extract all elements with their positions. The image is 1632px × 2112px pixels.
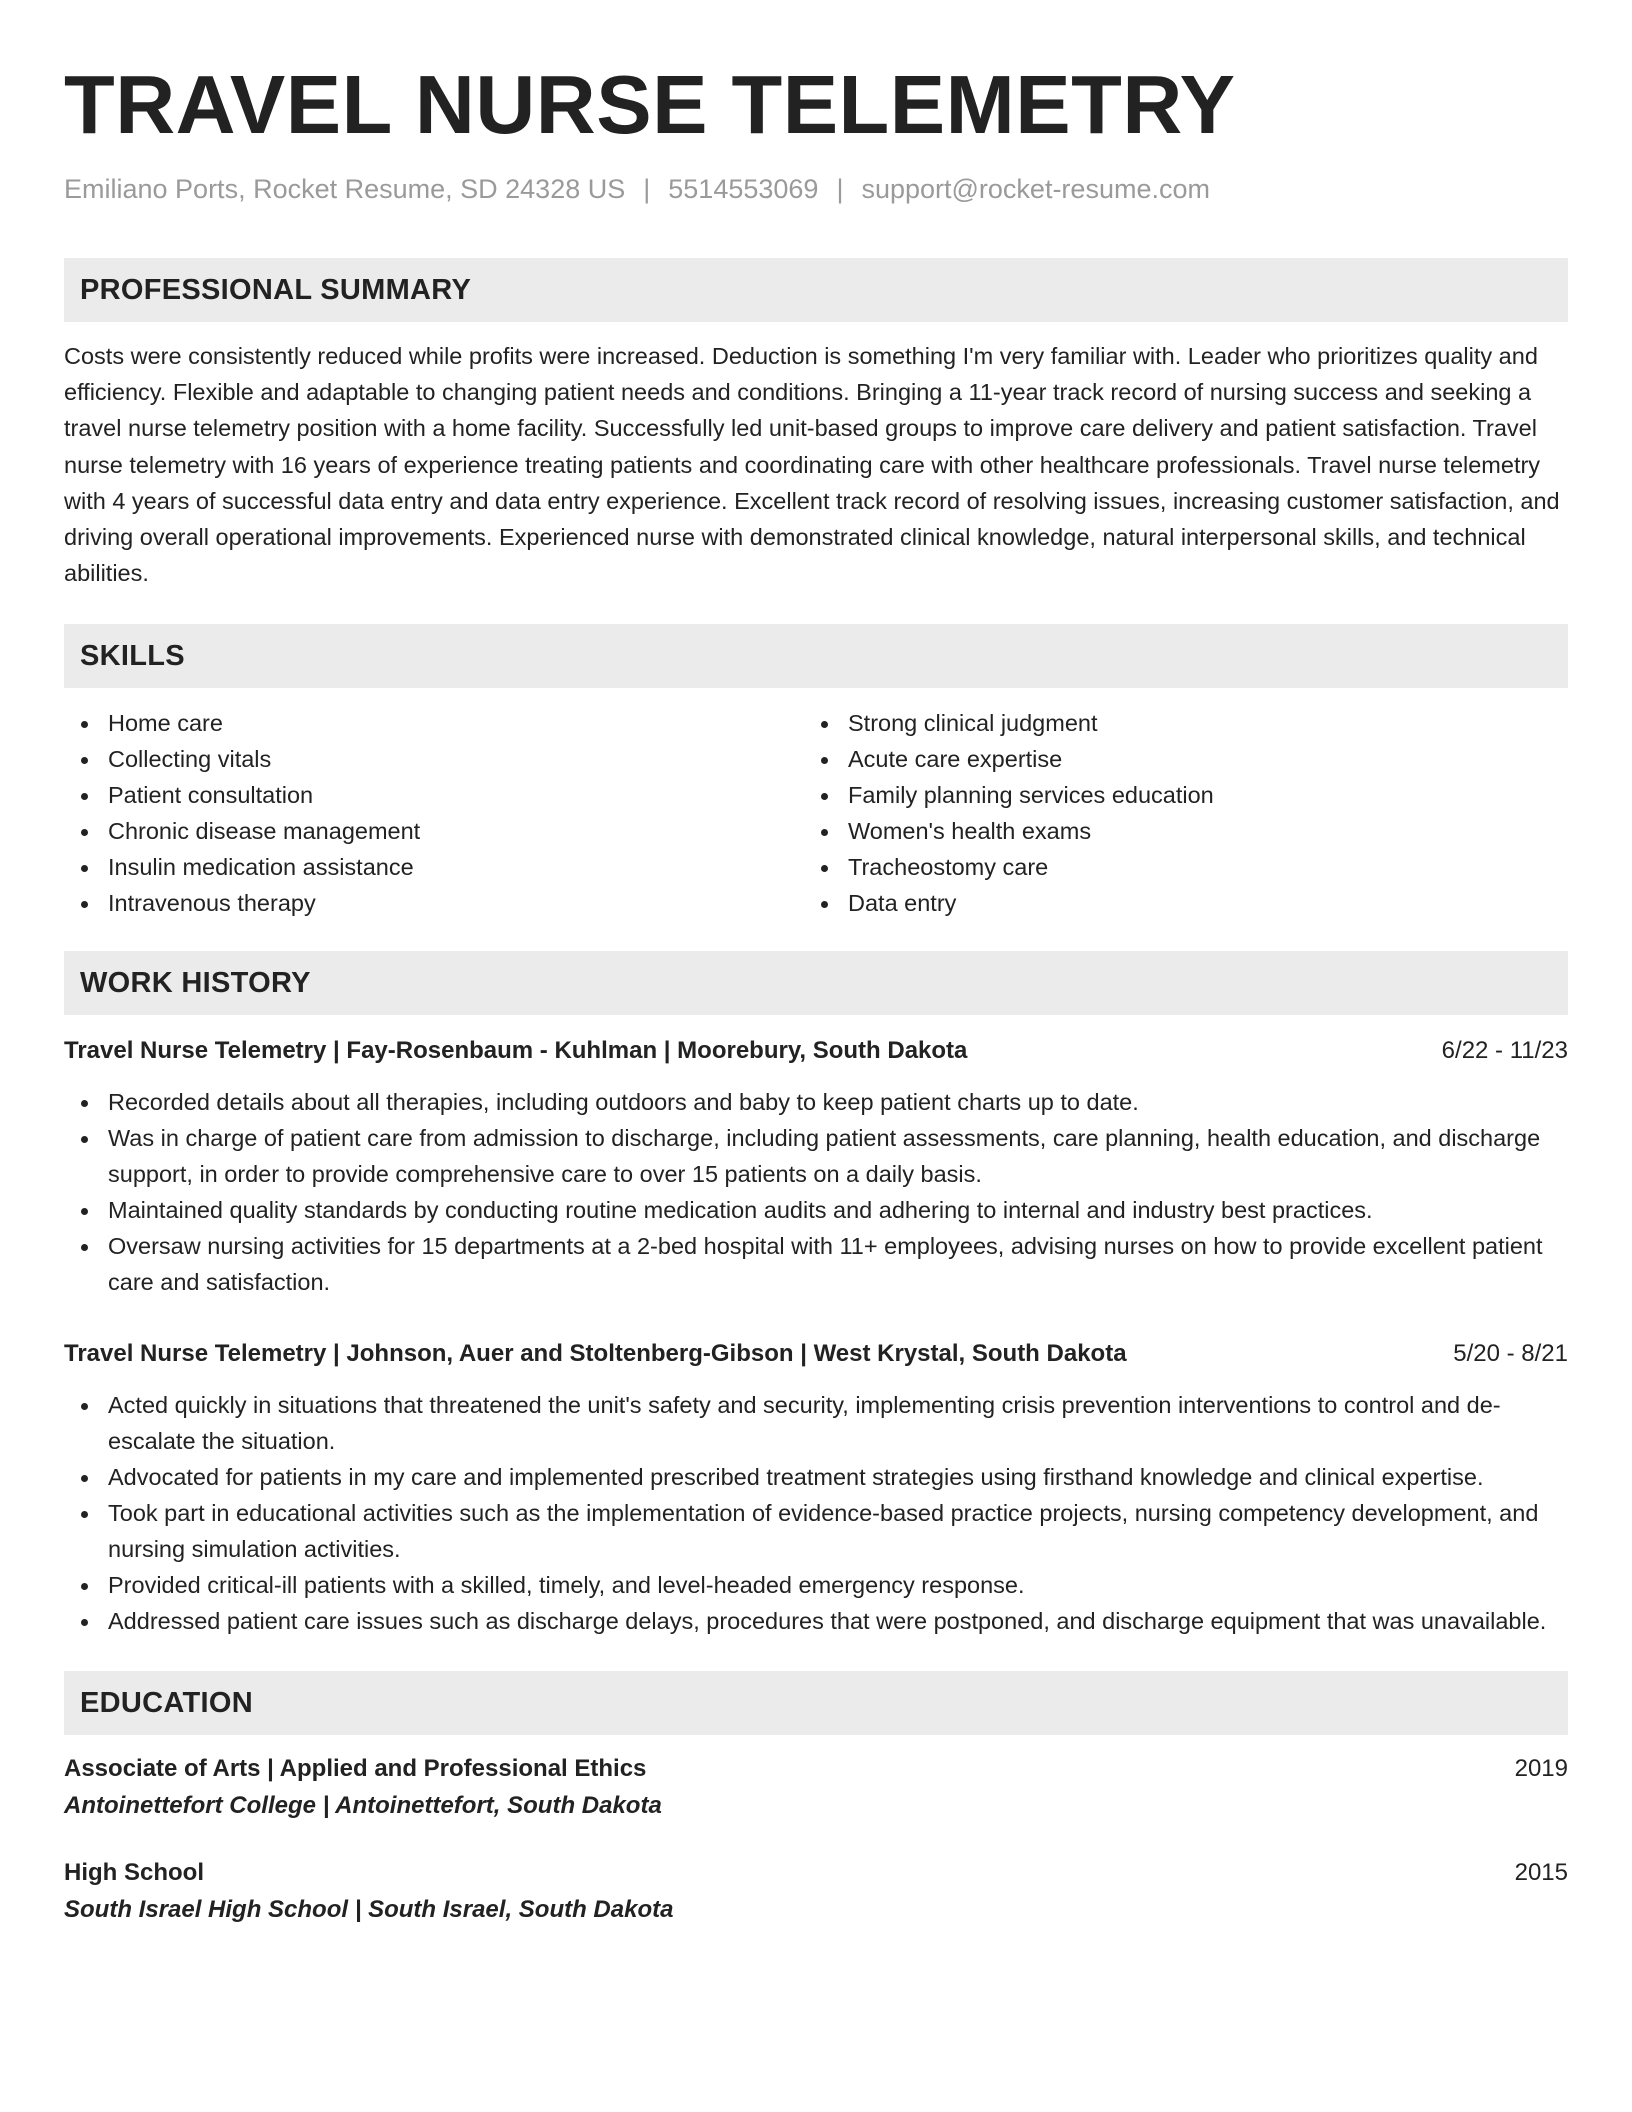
school-name: South Israel High School | South Israel, South Dakota (64, 1896, 674, 1924)
job-header (64, 1337, 1568, 1371)
skills-list (64, 705, 1568, 921)
job-title: Travel Nurse Telemetry | Johnson, Auer and Stoltenberg-Gibson | West Krystal, South Dakota (64, 1340, 1127, 1368)
degree: High School (64, 1859, 204, 1887)
skill-item: Chronic disease management (64, 813, 804, 849)
contact-phone: 5514553069 (668, 174, 819, 204)
job-entry (64, 1337, 1568, 1639)
job-bullet: Took part in educational activities such as the implementation of evidence-based practice projects, nursing competency development, and nursing simulation activities. (64, 1495, 1568, 1567)
job-bullet: Was in charge of patient care from admission to discharge, including patient assessments, care planning, health education, and discharge support, in order to provide comprehensive care to over 15 patients on a daily basis. (64, 1120, 1568, 1192)
skill-item: Collecting vitals (64, 741, 804, 777)
graduation-year: 2015 (1514, 1859, 1568, 1887)
contact-separator: | (643, 174, 651, 204)
job-bullets (64, 1387, 1568, 1639)
contact-line (64, 171, 1568, 207)
education-header (64, 1752, 1568, 1786)
graduation-year: 2019 (1514, 1755, 1568, 1783)
job-dates: 6/22 - 11/23 (1441, 1037, 1568, 1065)
job-entry (64, 1034, 1568, 1300)
job-bullet: Provided critical-ill patients with a skilled, timely, and level-headed emergency response. (64, 1567, 1568, 1603)
job-header (64, 1034, 1568, 1068)
summary-text: Costs were consistently reduced while profits were increased. Deduction is something I'm very familiar with. Leader who prioritizes quality and efficiency. Flexible and adaptable to changing patient needs and conditions. Bringing a 11-year track record of nursing success and seeking a travel nurse telemetry position with a home facility. Successfully led unit-based groups to improve care delivery and patient satisfaction. Travel nurse telemetry with 16 years of experience treating patients and coordinating care with other healthcare professionals. Travel nurse telemetry with 4 years of successful data entry and data entry experience. Excellent track record of resolving issues, increasing customer satisfaction, and driving overall operational improvements. Experienced nurse with demonstrated clinical knowledge, natural interpersonal skills, and technical abilities. (64, 343, 1560, 587)
job-dates: 5/20 - 8/21 (1453, 1340, 1568, 1368)
education-entry (64, 1752, 1568, 1826)
skill-item: Strong clinical judgment (804, 705, 1544, 741)
education-entry (64, 1856, 1568, 1930)
skill-item: Data entry (804, 885, 1544, 921)
job-bullet: Maintained quality standards by conducting routine medication audits and adhering to internal and industry best practices. (64, 1192, 1568, 1228)
skill-item: Women's health exams (804, 813, 1544, 849)
contact-email: support@rocket-resume.com (861, 174, 1210, 204)
skill-item: Home care (64, 705, 804, 741)
skills-column-left (64, 705, 804, 921)
contact-separator: | (836, 174, 844, 204)
job-bullets (64, 1084, 1568, 1300)
job-title: Travel Nurse Telemetry | Fay-Rosenbaum - Kuhlman | Moorebury, South Dakota (64, 1037, 968, 1065)
skill-item: Intravenous therapy (64, 885, 804, 921)
school-name: Antoinettefort College | Antoinettefort, South Dakota (64, 1792, 662, 1820)
education-heading: EDUCATION (64, 1671, 1568, 1735)
skill-item: Acute care expertise (804, 741, 1544, 777)
skill-item: Insulin medication assistance (64, 849, 804, 885)
skill-item: Family planning services education (804, 777, 1544, 813)
skills-heading: SKILLS (64, 624, 1568, 688)
job-bullet: Advocated for patients in my care and implemented prescribed treatment strategies using firsthand knowledge and clinical expertise. (64, 1459, 1568, 1495)
resume-title: TRAVEL NURSE TELEMETRY (64, 58, 1236, 151)
skill-item: Tracheostomy care (804, 849, 1544, 885)
job-bullet: Oversaw nursing activities for 15 departments at a 2-bed hospital with 11+ employees, advising nurses on how to provide excellent patient care and satisfaction. (64, 1228, 1568, 1300)
summary-heading: PROFESSIONAL SUMMARY (64, 258, 1568, 322)
skill-item: Patient consultation (64, 777, 804, 813)
degree: Associate of Arts | Applied and Professional Ethics (64, 1755, 647, 1783)
education-header (64, 1856, 1568, 1890)
contact-address: Emiliano Ports, Rocket Resume, SD 24328 US (64, 174, 626, 204)
job-bullet: Recorded details about all therapies, including outdoors and baby to keep patient charts up to date. (64, 1084, 1568, 1120)
job-bullet: Acted quickly in situations that threatened the unit's safety and security, implementing crisis prevention interventions to control and de-escalate the situation. (64, 1387, 1568, 1459)
skills-column-right (804, 705, 1544, 921)
work-history-heading: WORK HISTORY (64, 951, 1568, 1015)
job-bullet: Addressed patient care issues such as discharge delays, procedures that were postponed, and discharge equipment that was unavailable. (64, 1603, 1568, 1639)
